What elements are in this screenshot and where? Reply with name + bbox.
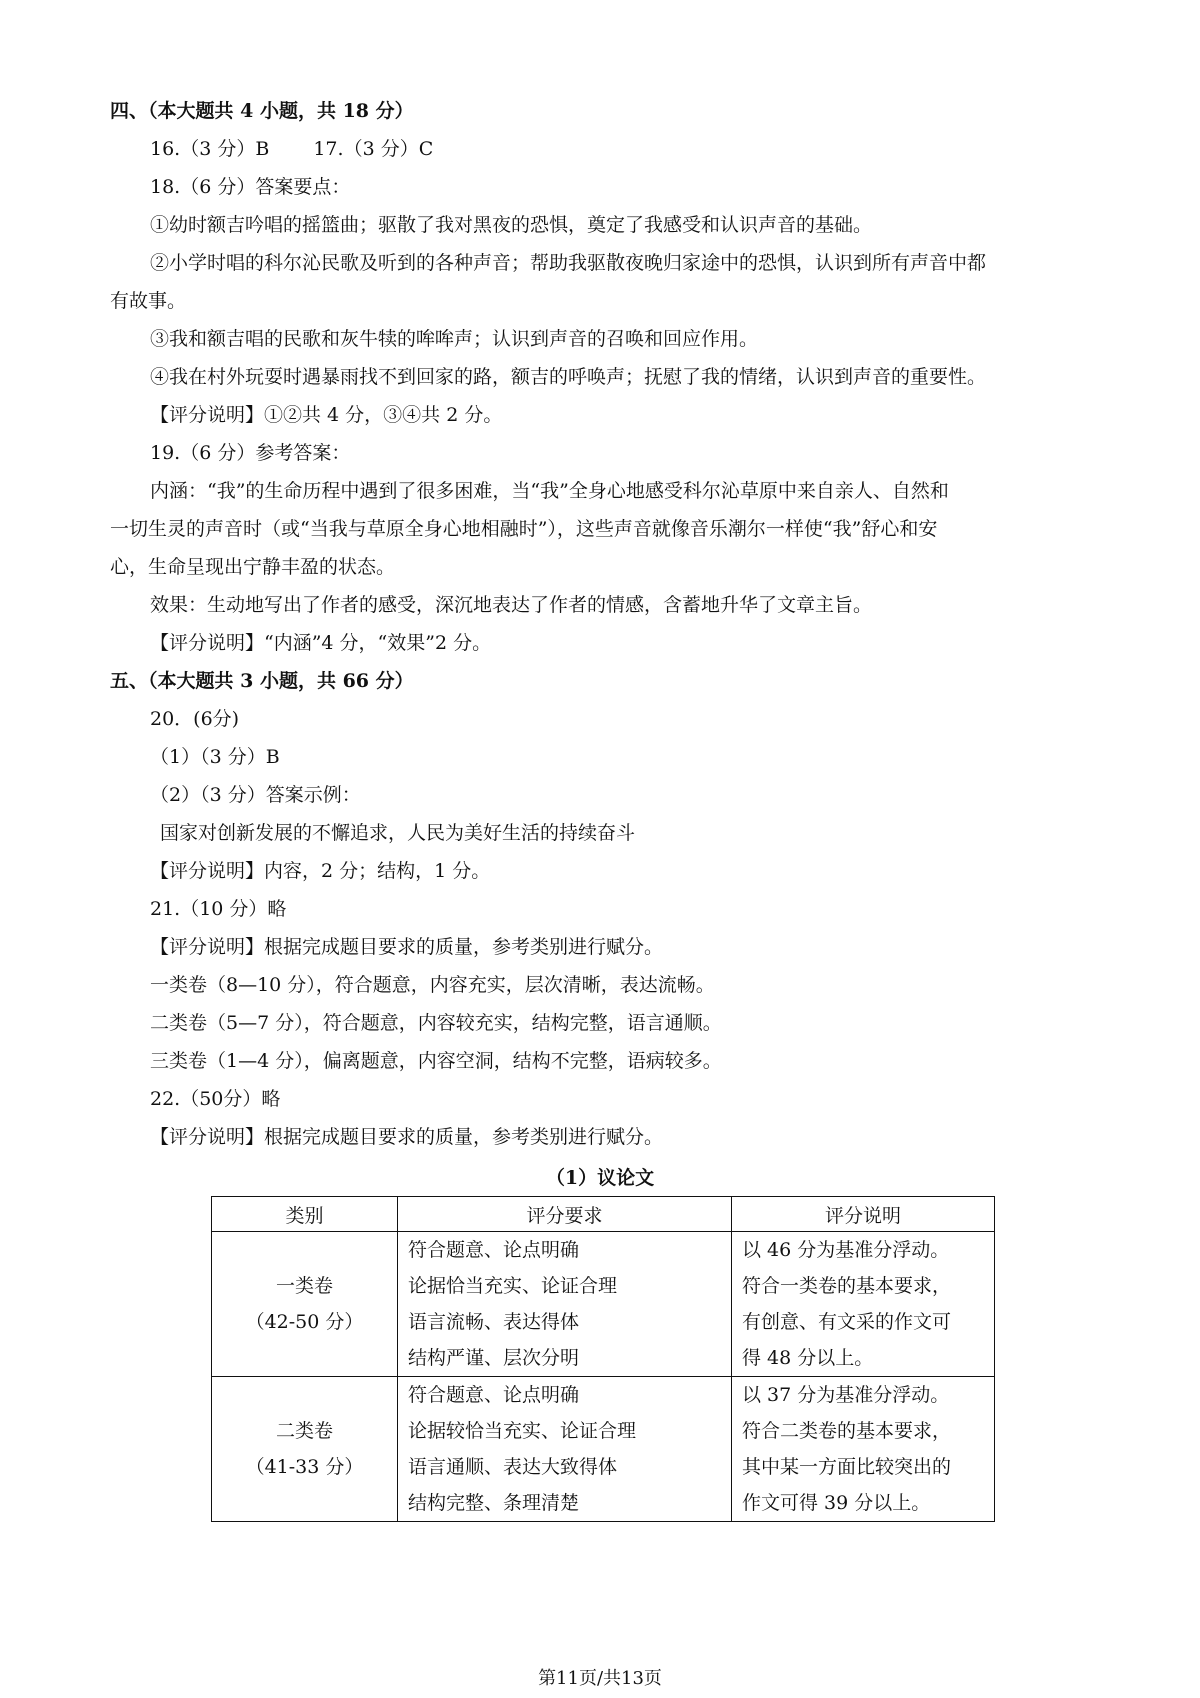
- q20-part-2: （2）（3 分）答案示例：: [150, 784, 361, 806]
- note-line: 有创意、有文采的作文可: [742, 1311, 952, 1333]
- category-name: 一类卷: [275, 1275, 333, 1297]
- note-line: 符合二类卷的基本要求，: [742, 1420, 952, 1442]
- requirement-item: 结构严谨、层次分明: [408, 1347, 580, 1369]
- q22-scoring-note: 【评分说明】根据完成题目要求的质量，参考类别进行赋分。: [150, 1126, 664, 1148]
- note-line: 其中某一方面比较突出的: [742, 1456, 952, 1478]
- table-header-row: [212, 1197, 995, 1232]
- note-line: 作文可得 39 分以上。: [742, 1492, 931, 1514]
- requirements-cell: [398, 1377, 732, 1522]
- q18-scoring-note: 【评分说明】①②共 4 分，③④共 2 分。: [150, 404, 503, 426]
- table-caption-visible: （1）议论文: [545, 1167, 655, 1189]
- column-header-requirements: 评分要求: [398, 1197, 732, 1232]
- section-five-heading: 五、（本大题共 3 小题，共 66 分）: [110, 670, 414, 692]
- q20-example: 国家对创新发展的不懈追求，人民为美好生活的持续奋斗: [160, 822, 636, 844]
- q21-class-2: 二类卷（5—7 分），符合题意，内容较充实，结构完整，语言通顺。: [150, 1012, 722, 1034]
- q19-scoring-note: 【评分说明】“内涵”4 分，“效果”2 分。: [150, 632, 492, 654]
- category-cell: [212, 1232, 398, 1377]
- column-header-category: 类别: [212, 1197, 398, 1232]
- note-line: 以 37 分为基准分浮动。: [742, 1384, 950, 1406]
- note-line: 符合一类卷的基本要求，: [742, 1275, 952, 1297]
- answers-16-17: 16.（3 分）B 17.（3 分）C: [150, 138, 434, 160]
- notes-cell: [732, 1232, 995, 1377]
- column-header-notes: 评分说明: [732, 1197, 995, 1232]
- requirement-item: 符合题意、论点明确: [408, 1384, 580, 1406]
- table-row: [212, 1377, 995, 1522]
- page-number-footer: 第11页/共13页: [538, 1668, 662, 1689]
- q22-title: 22.（50分）略: [150, 1088, 281, 1110]
- q20-title: 20．(6分): [150, 708, 240, 730]
- requirement-item: 符合题意、论点明确: [408, 1239, 580, 1261]
- q18-title: 18.（6 分）答案要点：: [150, 176, 351, 198]
- q21-scoring-note: 【评分说明】根据完成题目要求的质量，参考类别进行赋分。: [150, 936, 664, 958]
- q18-point-2-cont: 有故事。: [110, 290, 187, 312]
- argumentative-essay-scoring-table: [211, 1196, 995, 1522]
- q19-effect: 效果：生动地写出了作者的感受，深沉地表达了作者的情感，含蓄地升华了文章主旨。: [150, 594, 873, 616]
- category-cell: [212, 1377, 398, 1522]
- q20-part-1: （1）（3 分）B: [150, 746, 280, 768]
- category-range: （42-50 分）: [245, 1311, 364, 1333]
- notes-cell: [732, 1377, 995, 1522]
- q21-class-1: 一类卷（8—10 分），符合题意，内容充实，层次清晰，表达流畅。: [150, 974, 715, 996]
- requirement-item: 结构完整、条理清楚: [408, 1492, 580, 1514]
- category-name: 二类卷: [275, 1420, 333, 1442]
- q20-scoring-note: 【评分说明】内容，2 分；结构，1 分。: [150, 860, 491, 882]
- table-row: [212, 1232, 995, 1377]
- q18-point-2: ②小学时唱的科尔沁民歌及听到的各种声音；帮助我驱散夜晚归家途中的恐惧，认识到所有声音中都: [150, 252, 987, 274]
- q19-title: 19.（6 分）参考答案：: [150, 442, 351, 464]
- q18-point-3: ③我和额吉唱的民歌和灰牛犊的哞哞声；认识到声音的召唤和回应作用。: [150, 328, 759, 350]
- q21-title: 21.（10 分）略: [150, 898, 287, 920]
- category-range: （41-33 分）: [245, 1456, 364, 1478]
- q21-class-3: 三类卷（1—4 分），偏离题意，内容空洞，结构不完整，语病较多。: [150, 1050, 722, 1072]
- requirement-item: 语言流畅、表达得体: [408, 1311, 580, 1333]
- section-four-heading: 四、（本大题共 4 小题，共 18 分）: [110, 100, 414, 122]
- note-line: 得 48 分以上。: [742, 1347, 874, 1369]
- q19-meaning-line2: 一切生灵的声音时（或“当我与草原全身心地相融时”），这些声音就像音乐潮尔一样使“我”舒心和安: [110, 518, 938, 540]
- note-line: 以 46 分为基准分浮动。: [742, 1239, 950, 1261]
- q19-meaning-line1: 内涵：“我”的生命历程中遇到了很多困难，当“我”全身心地感受科尔沁草原中来自亲人、自然和: [150, 480, 949, 502]
- requirement-item: 论据较恰当充实、论证合理: [408, 1420, 637, 1442]
- requirements-cell: [398, 1232, 732, 1377]
- requirement-item: 论据恰当充实、论证合理: [408, 1275, 618, 1297]
- requirement-item: 语言通顺、表达大致得体: [408, 1456, 618, 1478]
- q19-meaning-line3: 心，生命呈现出宁静丰盈的状态。: [110, 556, 396, 578]
- q18-point-1: ①幼时额吉吟唱的摇篮曲；驱散了我对黑夜的恐惧，奠定了我感受和认识声音的基础。: [150, 214, 873, 236]
- q18-point-4: ④我在村外玩耍时遇暴雨找不到回家的路，额吉的呼唤声；抚慰了我的情绪，认识到声音的重要性。: [150, 366, 987, 388]
